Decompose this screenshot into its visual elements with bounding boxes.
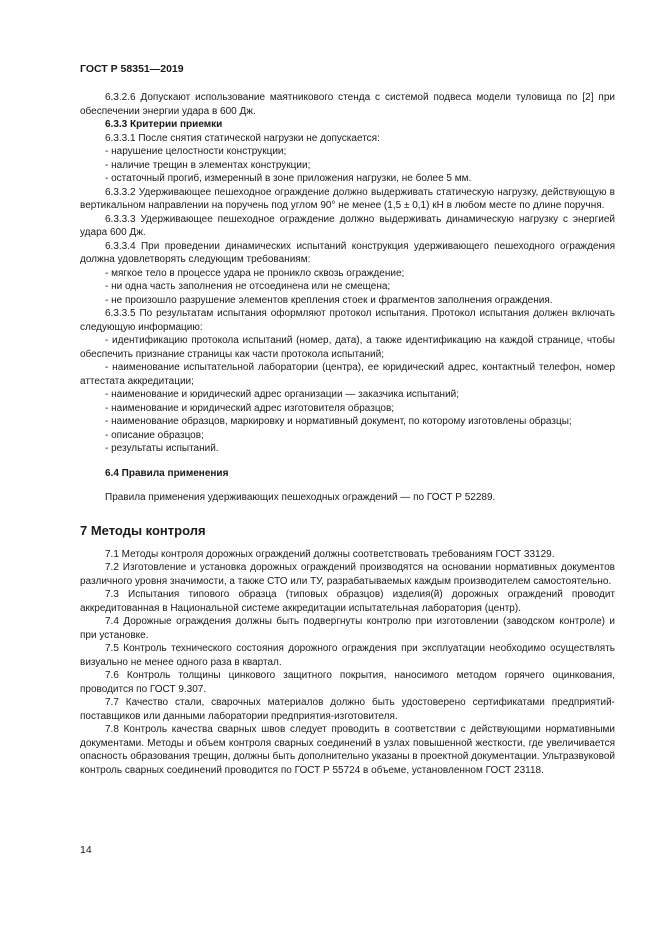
list-item: - наименование образцов, маркировку и нормативный документ, по которому изготовлены образцы; <box>105 416 572 427</box>
paragraph: 6.3.3.1 После снятия статической нагрузки не допускается: <box>105 132 380 144</box>
paragraph: 7.6 Контроль толщины цинкового защитного покрытия, наносимого методом горячего оцинкования, проводится по ГОСТ 9.307. <box>80 670 615 695</box>
paragraph: 7.2 Изготовление и установка дорожных ограждений производятся на основании нормативных документов различного уровня значимости, а также СТО или ТУ, разрабатываемых каждым производителем самостоятельно. <box>80 562 615 587</box>
list-item: - нарушение целостности конструкции; <box>105 146 287 157</box>
list-item: - остаточный прогиб, измеренный в зоне приложения нагрузки, не более 5 мм. <box>105 173 472 184</box>
paragraph: 7.4 Дорожные ограждения должны быть подвергнуты контролю при изготовлении (заводском контроле) и при установке. <box>80 616 615 641</box>
list-item: - мягкое тело в процессе удара не проникло сквозь ограждение; <box>105 267 405 279</box>
document-body <box>80 91 615 777</box>
list-item: - наименование испытательной лаборатории (центра), ее юридический адрес, контактный телефон, номер аттестата аккредитации; <box>80 362 615 387</box>
paragraph: 6.3.3.3 Удерживающее пешеходное ограждение должно выдерживать динамическую нагрузку с энергией удара 600 Дж. <box>80 213 615 238</box>
paragraph: 6.3.2.6 Допускают использование маятникового стенда с системой подвеса модели туловища по [2] при обеспечении энергии удара в 600 Дж. <box>80 92 615 117</box>
paragraph: Правила применения удерживающих пешеходных ограждений — по ГОСТ Р 52289. <box>105 492 496 503</box>
section-heading: 6.4 Правила применения <box>105 467 229 479</box>
paragraph: 6.3.3.2 Удерживающее пешеходное ограждение должно выдерживать статическую нагрузку, действующую в вертикальном направлении на поручень под углом 90° не менее (1,5 ± 0,1) кН в любом месте по длине поручня. <box>80 186 615 211</box>
paragraph: 7.7 Качество стали, сварочных материалов должно быть удостоверено сертификатами предприятий-поставщиков или данными лаборатории предприятия-изготовителя. <box>80 697 615 722</box>
page-header: ГОСТ Р 58351—2019 <box>80 63 184 75</box>
section-heading: 6.3.3 Критерии приемки <box>105 119 223 130</box>
list-item: - идентификацию протокола испытаний (номер, дата), а также идентификацию на каждой странице, чтобы обеспечить признание страницы как части протокола испытаний; <box>80 335 615 360</box>
paragraph: 6.3.3.4 При проведении динамических испытаний конструкция удерживающего пешеходного ограждения должна удовлетворять следующим требованиям: <box>80 240 615 265</box>
paragraph: 7.5 Контроль технического состояния дорожного ограждения при эксплуатации необходимо осуществлять визуально не менее одного раза в квартал. <box>80 643 615 668</box>
paragraph: 6.3.3.5 По результатам испытания оформляют протокол испытания. Протокол испытания должен включать следующую информацию: <box>80 308 615 333</box>
page-number: 14 <box>80 844 92 856</box>
list-item: - не произошло разрушение элементов крепления стоек и фрагментов заполнения ограждения. <box>105 294 553 306</box>
list-item: - результаты испытаний. <box>105 443 219 454</box>
paragraph: 7.8 Контроль качества сварных швов следует проводить в соответствии с действующими нормативными документами. Методы и объем контроля сварных соединений в узлах повышенной жесткости, где увеличивается опасность образования трещин, должны быть дополнительно указаны в проектной документации. Ультразвуковой контроль сварных соединений проводится по ГОСТ Р 55724 в объеме, установленном ГОСТ 23118. <box>80 724 615 776</box>
paragraph: 7.3 Испытания типового образца (типовых образцов) изделия(й) дорожных ограждений проводит аккредитованная в Национальной системе аккредитации испытательная лаборатория (центр). <box>80 589 615 614</box>
paragraph: 7.1 Методы контроля дорожных ограждений должны соответствовать требованиям ГОСТ 33129. <box>105 548 555 560</box>
list-item: - описание образцов; <box>105 429 204 441</box>
list-item: - ни одна часть заполнения не отсоединена или не смещена; <box>105 281 391 292</box>
list-item: - наличие трещин в элементах конструкции; <box>105 159 311 171</box>
list-item: - наименование и юридический адрес изготовителя образцов; <box>105 402 395 414</box>
list-item: - наименование и юридический адрес организации — заказчика испытаний; <box>105 389 460 400</box>
section-heading: 7 Методы контроля <box>80 522 206 538</box>
